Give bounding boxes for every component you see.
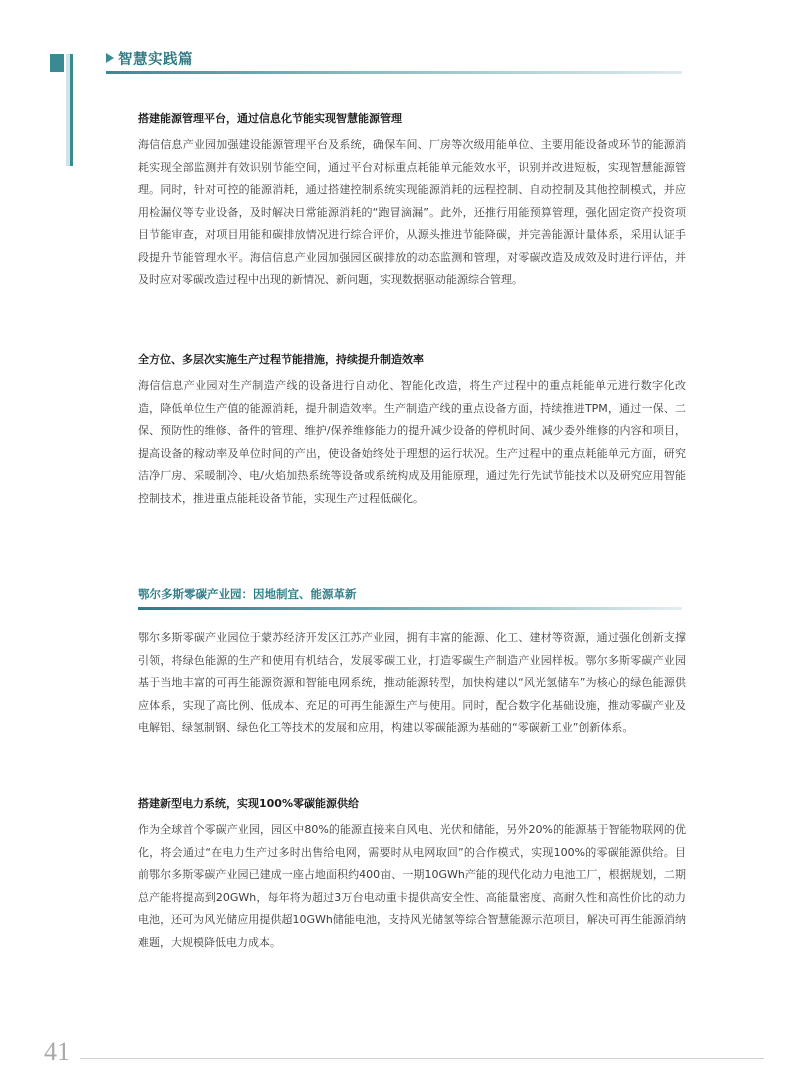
- case-intro-paragraph: 鄂尔多斯零碳产业园位于蒙苏经济开发区江苏产业园，拥有丰富的能源、化工、建材等资源，通过强化创新支撑引领，将绿色能源的生产和使用有机结合，发展零碳工业，打造零碳生产制造产业园样板。鄂尔多斯零碳产业园基于当地丰富的可再生能源资源和智能电网系统，推动能源转型，加快构建以“风光氢储车”为核心的绿色能源供应体系，实现了高比例、低成本、充足的可再生能源生产与使用。同时，配合数字化基础设施，推动零碳产业及电解铝、绿氢制钢、绿色化工等技术的发展和应用，构建以零碳能源为基础的“零碳新工业”创新体系。: [138, 631, 686, 734]
- header-rule: [106, 71, 682, 74]
- case-intro-block: [138, 627, 686, 740]
- block-subtitle: 全方位、多层次实施生产过程节能措施，持续提升制造效率: [138, 353, 424, 366]
- block-paragraph: 海信信息产业园对生产制造产线的设备进行自动化、智能化改造，将生产过程中的重点耗能单元进行数字化改造，降低单位生产值的能源消耗，提升制造效率。生产制造产线的重点设备方面，持续推进TPM，通过一保、二保、预防性的维修、备件的管理、维护/保养维修能力的提升减少设备的停机时间、减少委外维修的内容和项目，提高设备的稼动率及单位时间的产出，使设备始终处于理想的运行状况。生产过程中的重点耗能单元方面，研究洁净厂房、采暖制冷、电/火焰加热系统等设备或系统构成及用能原理，通过先行先试节能技术以及研究应用智能控制技术，推进重点能耗设备节能，实现生产过程低碳化。: [138, 379, 686, 505]
- page-number: 41: [44, 1037, 70, 1066]
- footer-rule: [80, 1058, 764, 1059]
- content-block-energy-platform: [138, 111, 686, 292]
- header-accent-bar: [70, 54, 73, 166]
- header-accent-block: [50, 54, 64, 72]
- triangle-right-icon: [106, 53, 114, 63]
- content-block-production-efficiency: [138, 352, 686, 510]
- block-subtitle: 搭建能源管理平台，通过信息化节能实现智慧能源管理: [138, 112, 402, 125]
- content-block-power-system: [138, 796, 686, 954]
- block-subtitle: 搭建新型电力系统，实现100%零碳能源供给: [138, 797, 359, 810]
- case-heading-rule: [138, 607, 682, 610]
- case-heading: 鄂尔多斯零碳产业园：因地制宜、能源革新: [138, 587, 357, 601]
- section-title: 智慧实践篇: [118, 52, 193, 68]
- block-paragraph: 海信信息产业园加强建设能源管理平台及系统，确保车间、厂房等次级用能单位、主要用能设备或环节的能源消耗实现全部监测并有效识别节能空间，通过平台对标重点耗能单元能效水平，识别并改进短板，实现智慧能源管理。同时，针对可控的能源消耗，通过搭建控制系统实现能源消耗的远程控制、自动控制及其他控制模式，并应用检漏仪等专业设备，及时解决日常能源消耗的“跑冒滴漏”。此外，还推行用能预算管理，强化固定资产投资项目节能审查，对项目用能和碳排放情况进行综合评价，从源头推进节能降碳，并完善能源计量体系，采用认证手段提升节能管理水平。海信信息产业园加强园区碳排放的动态监测和管理，对零碳改造及成效及时进行评估，并及时应对零碳改造过程中出现的新情况、新问题，实现数据驱动能源综合管理。: [138, 138, 686, 286]
- block-paragraph: 作为全球首个零碳产业园，园区中80%的能源直接来自风电、光伏和储能，另外20%的能源基于智能物联网的优化，将会通过“在电力生产过多时出售给电网，需要时从电网取回”的合作模式，实现100%的零碳能源供给。目前鄂尔多斯零碳产业园已建成一座占地面积约400亩、一期10GWh产能的现代化动力电池工厂，根据规划，二期总产能将提高到20GWh，每年将为超过3万台电动重卡提供高安全性、高能量密度、高耐久性和高性价比的动力电池，还可为风光储应用提供超10GWh储能电池，支持风光储氢等综合智慧能源示范项目，解决可再生能源消纳难题，大规模降低电力成本。: [138, 823, 686, 949]
